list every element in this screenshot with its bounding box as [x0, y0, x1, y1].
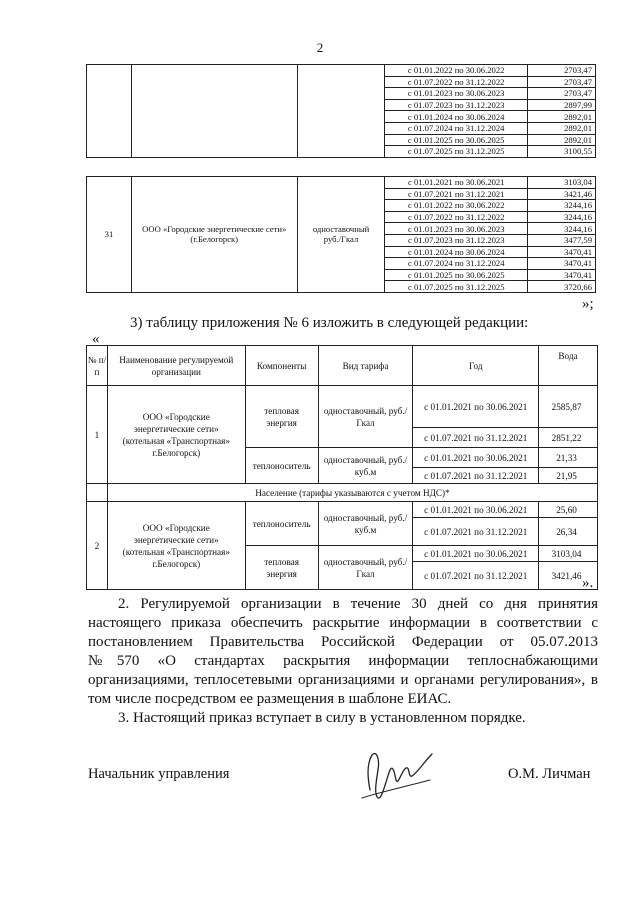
tariff-table-continuation-body [87, 65, 596, 158]
value-cell: 3477,59 [528, 234, 596, 246]
paragraph-2-line: организациями, теплосетевыми организациями и органами регулирования», в [88, 672, 598, 688]
row2-tariff-carrier: одноставочный, руб./куб.м [318, 502, 413, 546]
value-cell: 3244,16 [528, 223, 596, 235]
row2-org: ООО «Городские энергетические сети» (котельная «Транспортная» г.Белогорск) [107, 502, 245, 590]
row2-period-3: с 01.01.2021 по 30.06.2021 [413, 546, 539, 562]
paragraph-3: 3. Настоящий приказ вступает в силу в установленном порядке. [118, 710, 526, 726]
period-cell: с 01.07.2022 по 31.12.2022 [385, 76, 528, 88]
row1-component-heat: тепловая энергия [245, 386, 318, 448]
opening-quote: « [92, 331, 100, 347]
row2-value-4: 3421,46 [539, 562, 598, 590]
row2-period-4: с 01.07.2021 по 31.12.2021 [413, 562, 539, 590]
value-cell: 3100,55 [528, 146, 596, 158]
value-cell: 3470,41 [528, 258, 596, 270]
row1-org: ООО «Городские энергетические сети» (котельная «Транспортная» г.Белогорск) [107, 386, 245, 484]
value-cell: 3244,16 [528, 200, 596, 212]
row2-value-2: 26,34 [539, 518, 598, 546]
value-cell: 3244,16 [528, 211, 596, 223]
header-component: Компоненты [245, 346, 318, 386]
row1-value-4: 21,95 [539, 468, 598, 484]
tariff-table-continuation [86, 64, 596, 158]
row2-component-heat: тепловая энергия [245, 546, 318, 590]
appendix-6-table [86, 345, 598, 590]
period-cell: с 01.07.2022 по 31.12.2022 [385, 211, 528, 223]
row2-value-1: 25,60 [539, 502, 598, 518]
row1-tariff-heat: одноставочный, руб./Гкал [318, 386, 413, 448]
closing-quote-period: ». [582, 575, 594, 591]
paragraph-2-line: настоящего приказа обеспечить раскрытие информации в соответствии с [88, 615, 598, 631]
value-cell: 2703,47 [528, 65, 596, 77]
period-cell: с 01.01.2021 по 30.06.2021 [385, 177, 528, 189]
row2-value-3: 3103,04 [539, 546, 598, 562]
empty-cell-num [87, 65, 132, 158]
population-left-empty [87, 484, 108, 502]
period-cell: с 01.01.2023 по 30.06.2023 [385, 223, 528, 235]
period-cell: с 01.01.2024 по 30.06.2024 [385, 111, 528, 123]
row1-value-3: 21,33 [539, 448, 598, 468]
population-row: Население (тарифы указываются с учетом НДС)* [107, 484, 597, 502]
empty-cell-tariff [297, 65, 385, 158]
period-cell: с 01.07.2021 по 31.12.2021 [385, 188, 528, 200]
paragraph-2 [88, 595, 598, 709]
value-cell: 3103,04 [528, 177, 596, 189]
period-cell: с 01.07.2025 по 31.12.2025 [385, 281, 528, 293]
table-row [87, 65, 596, 77]
value-cell: 3470,41 [528, 269, 596, 281]
section-3-heading: 3) таблицу приложения № 6 изложить в следующей редакции: [130, 315, 529, 331]
paragraph-2-line: постановлением Правительства Российской Федерации от 05.07.2013 [88, 634, 598, 650]
header-org: Наименование регулируемой организации [107, 346, 245, 386]
period-cell: с 01.07.2023 по 31.12.2023 [385, 99, 528, 111]
row1-component-carrier: теплоноситель [245, 448, 318, 484]
paragraph-2-line: №570 «О стандартах раскрытия информации теплоснабжающими [88, 653, 598, 669]
value-cell: 3421,46 [528, 188, 596, 200]
row1-period-1: с 01.01.2021 по 30.06.2021 [413, 386, 539, 428]
period-cell: с 01.07.2023 по 31.12.2023 [385, 234, 528, 246]
value-cell: 3470,41 [528, 246, 596, 258]
page-number: 2 [316, 40, 324, 55]
table-row [87, 177, 596, 189]
row1-period-4: с 01.07.2021 по 31.12.2021 [413, 468, 539, 484]
row1-period-3: с 01.01.2021 по 30.06.2021 [413, 448, 539, 468]
period-cell: с 01.01.2022 по 30.06.2022 [385, 65, 528, 77]
value-cell: 2892,01 [528, 111, 596, 123]
row2-component-carrier: теплоноситель [245, 502, 318, 546]
period-cell: с 01.01.2025 по 30.06.2025 [385, 134, 528, 146]
empty-cell-org [131, 65, 297, 158]
period-cell: с 01.07.2024 по 31.12.2024 [385, 258, 528, 270]
period-cell: с 01.07.2025 по 31.12.2025 [385, 146, 528, 158]
period-cell: с 01.01.2023 по 30.06.2023 [385, 88, 528, 100]
closing-quote-semicolon: »; [582, 296, 594, 312]
paragraph-2-line: том числе посредством ее размещения в шаблоне ЕИАС. [88, 691, 452, 707]
row1-value-2: 2851,22 [539, 428, 598, 448]
row31-tariff-type: одноставочный руб./Гкал [297, 177, 385, 293]
signatory-position: Начальник управления [88, 766, 230, 782]
row1-num: 1 [87, 386, 108, 484]
header-tariff: Вид тарифа [318, 346, 413, 386]
row2-num: 2 [87, 502, 108, 590]
handwritten-signature [340, 740, 440, 810]
row1-period-2: с 01.07.2021 по 31.12.2021 [413, 428, 539, 448]
period-cell: с 01.01.2025 по 30.06.2025 [385, 269, 528, 281]
value-cell: 2892,01 [528, 122, 596, 134]
header-water: Вода [539, 346, 598, 386]
row1-tariff-carrier: одноставочный, руб./куб.м [318, 448, 413, 484]
period-cell: с 01.07.2024 по 31.12.2024 [385, 122, 528, 134]
paragraph-2-line: 2. Регулируемой организации в течение 30 дней со дня принятия [118, 596, 598, 612]
value-cell: 2892,01 [528, 134, 596, 146]
period-cell: с 01.01.2024 по 30.06.2024 [385, 246, 528, 258]
tariff-table-row-31 [86, 176, 596, 293]
row2-period-1: с 01.01.2021 по 30.06.2021 [413, 502, 539, 518]
row2-period-2: с 01.07.2021 по 31.12.2021 [413, 518, 539, 546]
header-num: № п/п [87, 346, 108, 386]
row1-value-1: 2585,87 [539, 386, 598, 428]
signatory-name: О.М. Личман [508, 766, 591, 782]
value-cell: 2897,99 [528, 99, 596, 111]
value-cell: 3720,66 [528, 281, 596, 293]
value-cell: 2703,47 [528, 76, 596, 88]
value-cell: 2703,47 [528, 88, 596, 100]
row31-organization: ООО «Городские энергетические сети» (г.Белогорск) [131, 177, 297, 293]
period-cell: с 01.01.2022 по 30.06.2022 [385, 200, 528, 212]
row2-tariff-heat: одноставочный, руб./Гкал [318, 546, 413, 590]
row31-number: 31 [87, 177, 132, 293]
header-year: Год [413, 346, 539, 386]
tariff-table-row-31-body [87, 177, 596, 293]
